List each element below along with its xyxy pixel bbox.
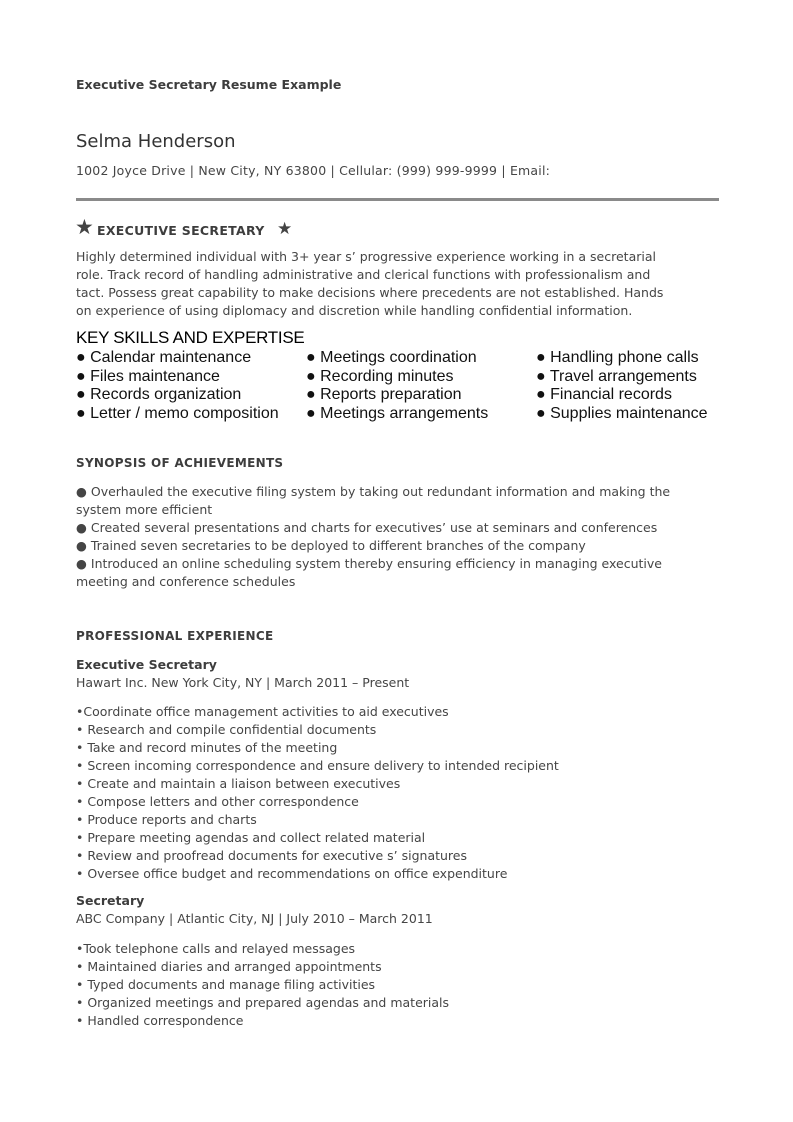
skill-item: ● Recording minutes xyxy=(306,367,454,385)
skill-item: ● Records organization xyxy=(76,386,242,404)
duty-item: • Produce reports and charts xyxy=(76,812,257,827)
skill-item: ● Meetings coordination xyxy=(306,349,477,366)
skills-heading: KEY SKILLS AND EXPERTISE xyxy=(76,328,305,347)
duty-item: • Create and maintain a liaison between executives xyxy=(76,776,401,791)
achievements-heading: SYNOPSIS OF ACHIEVEMENTS xyxy=(76,456,284,470)
professional-summary xyxy=(76,248,726,320)
skills-column xyxy=(306,349,488,424)
achievement-line: meeting and conference schedules xyxy=(76,574,296,589)
summary-line: Highly determined individual with 3+ year s’ progressive experience working in a secretarial xyxy=(76,249,656,264)
achievement-line: system more efficient xyxy=(76,502,213,517)
header-divider xyxy=(76,198,719,201)
duty-item: • Handled correspondence xyxy=(76,1013,244,1028)
skill-item: ● Travel arrangements xyxy=(536,367,697,385)
skill-item: ● Supplies maintenance xyxy=(536,405,708,423)
skill-item: ● Calendar maintenance xyxy=(76,349,252,366)
summary-line: on experience of using diplomacy and discretion while handling confidential information. xyxy=(76,303,633,318)
skill-item: ● Reports preparation xyxy=(306,386,462,404)
candidate-name: Selma Henderson xyxy=(76,131,236,152)
skills-column xyxy=(76,349,279,424)
job-title: Executive Secretary xyxy=(76,657,217,672)
summary-line: tact. Possess great capability to make decisions where precedents are not established. Hands xyxy=(76,285,664,300)
duty-item: • Research and compile confidential documents xyxy=(76,722,377,737)
achievement-line: ● Created several presentations and charts for executives’ use at seminars and conferences xyxy=(76,520,658,535)
duty-item: • Take and record minutes of the meeting xyxy=(76,740,338,755)
job-title: Secretary xyxy=(76,893,145,908)
summary-line: role. Track record of handling administrative and clerical functions with professionalism and xyxy=(76,267,651,282)
objective-heading: EXECUTIVE SECRETARY xyxy=(97,223,265,238)
job-duties-list xyxy=(76,940,449,1030)
skill-item: ● Financial records xyxy=(536,386,672,404)
skill-item: ● Files maintenance xyxy=(76,367,220,385)
duty-item: • Typed documents and manage filing activities xyxy=(76,977,376,992)
experience-heading: PROFESSIONAL EXPERIENCE xyxy=(76,629,274,643)
job-meta: ABC Company | Atlantic City, NJ | July 2010 – March 2011 xyxy=(76,911,433,926)
job-meta: Hawart Inc. New York City, NY | March 2011 – Present xyxy=(76,675,410,690)
skill-item: ● Meetings arrangements xyxy=(306,405,489,423)
duty-item: • Maintained diaries and arranged appointments xyxy=(76,959,382,974)
achievement-line: ● Trained seven secretaries to be deployed to different branches of the company xyxy=(76,538,586,553)
duty-item: • Organized meetings and prepared agendas and materials xyxy=(76,995,450,1010)
contact-line: 1002 Joyce Drive | New City, NY 63800 | Cellular: (999) 999-9999 | Email: xyxy=(76,163,551,178)
achievements-list xyxy=(76,483,670,591)
document-title: Executive Secretary Resume Example xyxy=(76,77,342,92)
skills-column xyxy=(536,349,708,424)
duty-item: • Compose letters and other correspondence xyxy=(76,794,359,809)
achievement-line: ● Introduced an online scheduling system thereby ensuring efficiency in managing executive xyxy=(76,556,662,571)
duty-item: • Screen incoming correspondence and ensure delivery to intended recipient xyxy=(76,758,559,773)
star-icon: ★ xyxy=(75,215,94,239)
duty-item: •Took telephone calls and relayed messages xyxy=(76,941,356,956)
duty-item: • Prepare meeting agendas and collect related material xyxy=(76,830,426,845)
duty-item: • Oversee office budget and recommendations on office expenditure xyxy=(76,866,508,881)
duty-item: •Coordinate office management activities to aid executives xyxy=(76,704,449,719)
star-icon: ★ xyxy=(277,219,293,239)
job-duties-list xyxy=(76,703,559,883)
skill-item: ● Handling phone calls xyxy=(536,349,699,366)
duty-item: • Review and proofread documents for executive s’ signatures xyxy=(76,848,467,863)
skill-item: ● Letter / memo composition xyxy=(76,405,279,423)
achievement-line: ● Overhauled the executive filing system by taking out redundant information and making the xyxy=(76,484,671,499)
